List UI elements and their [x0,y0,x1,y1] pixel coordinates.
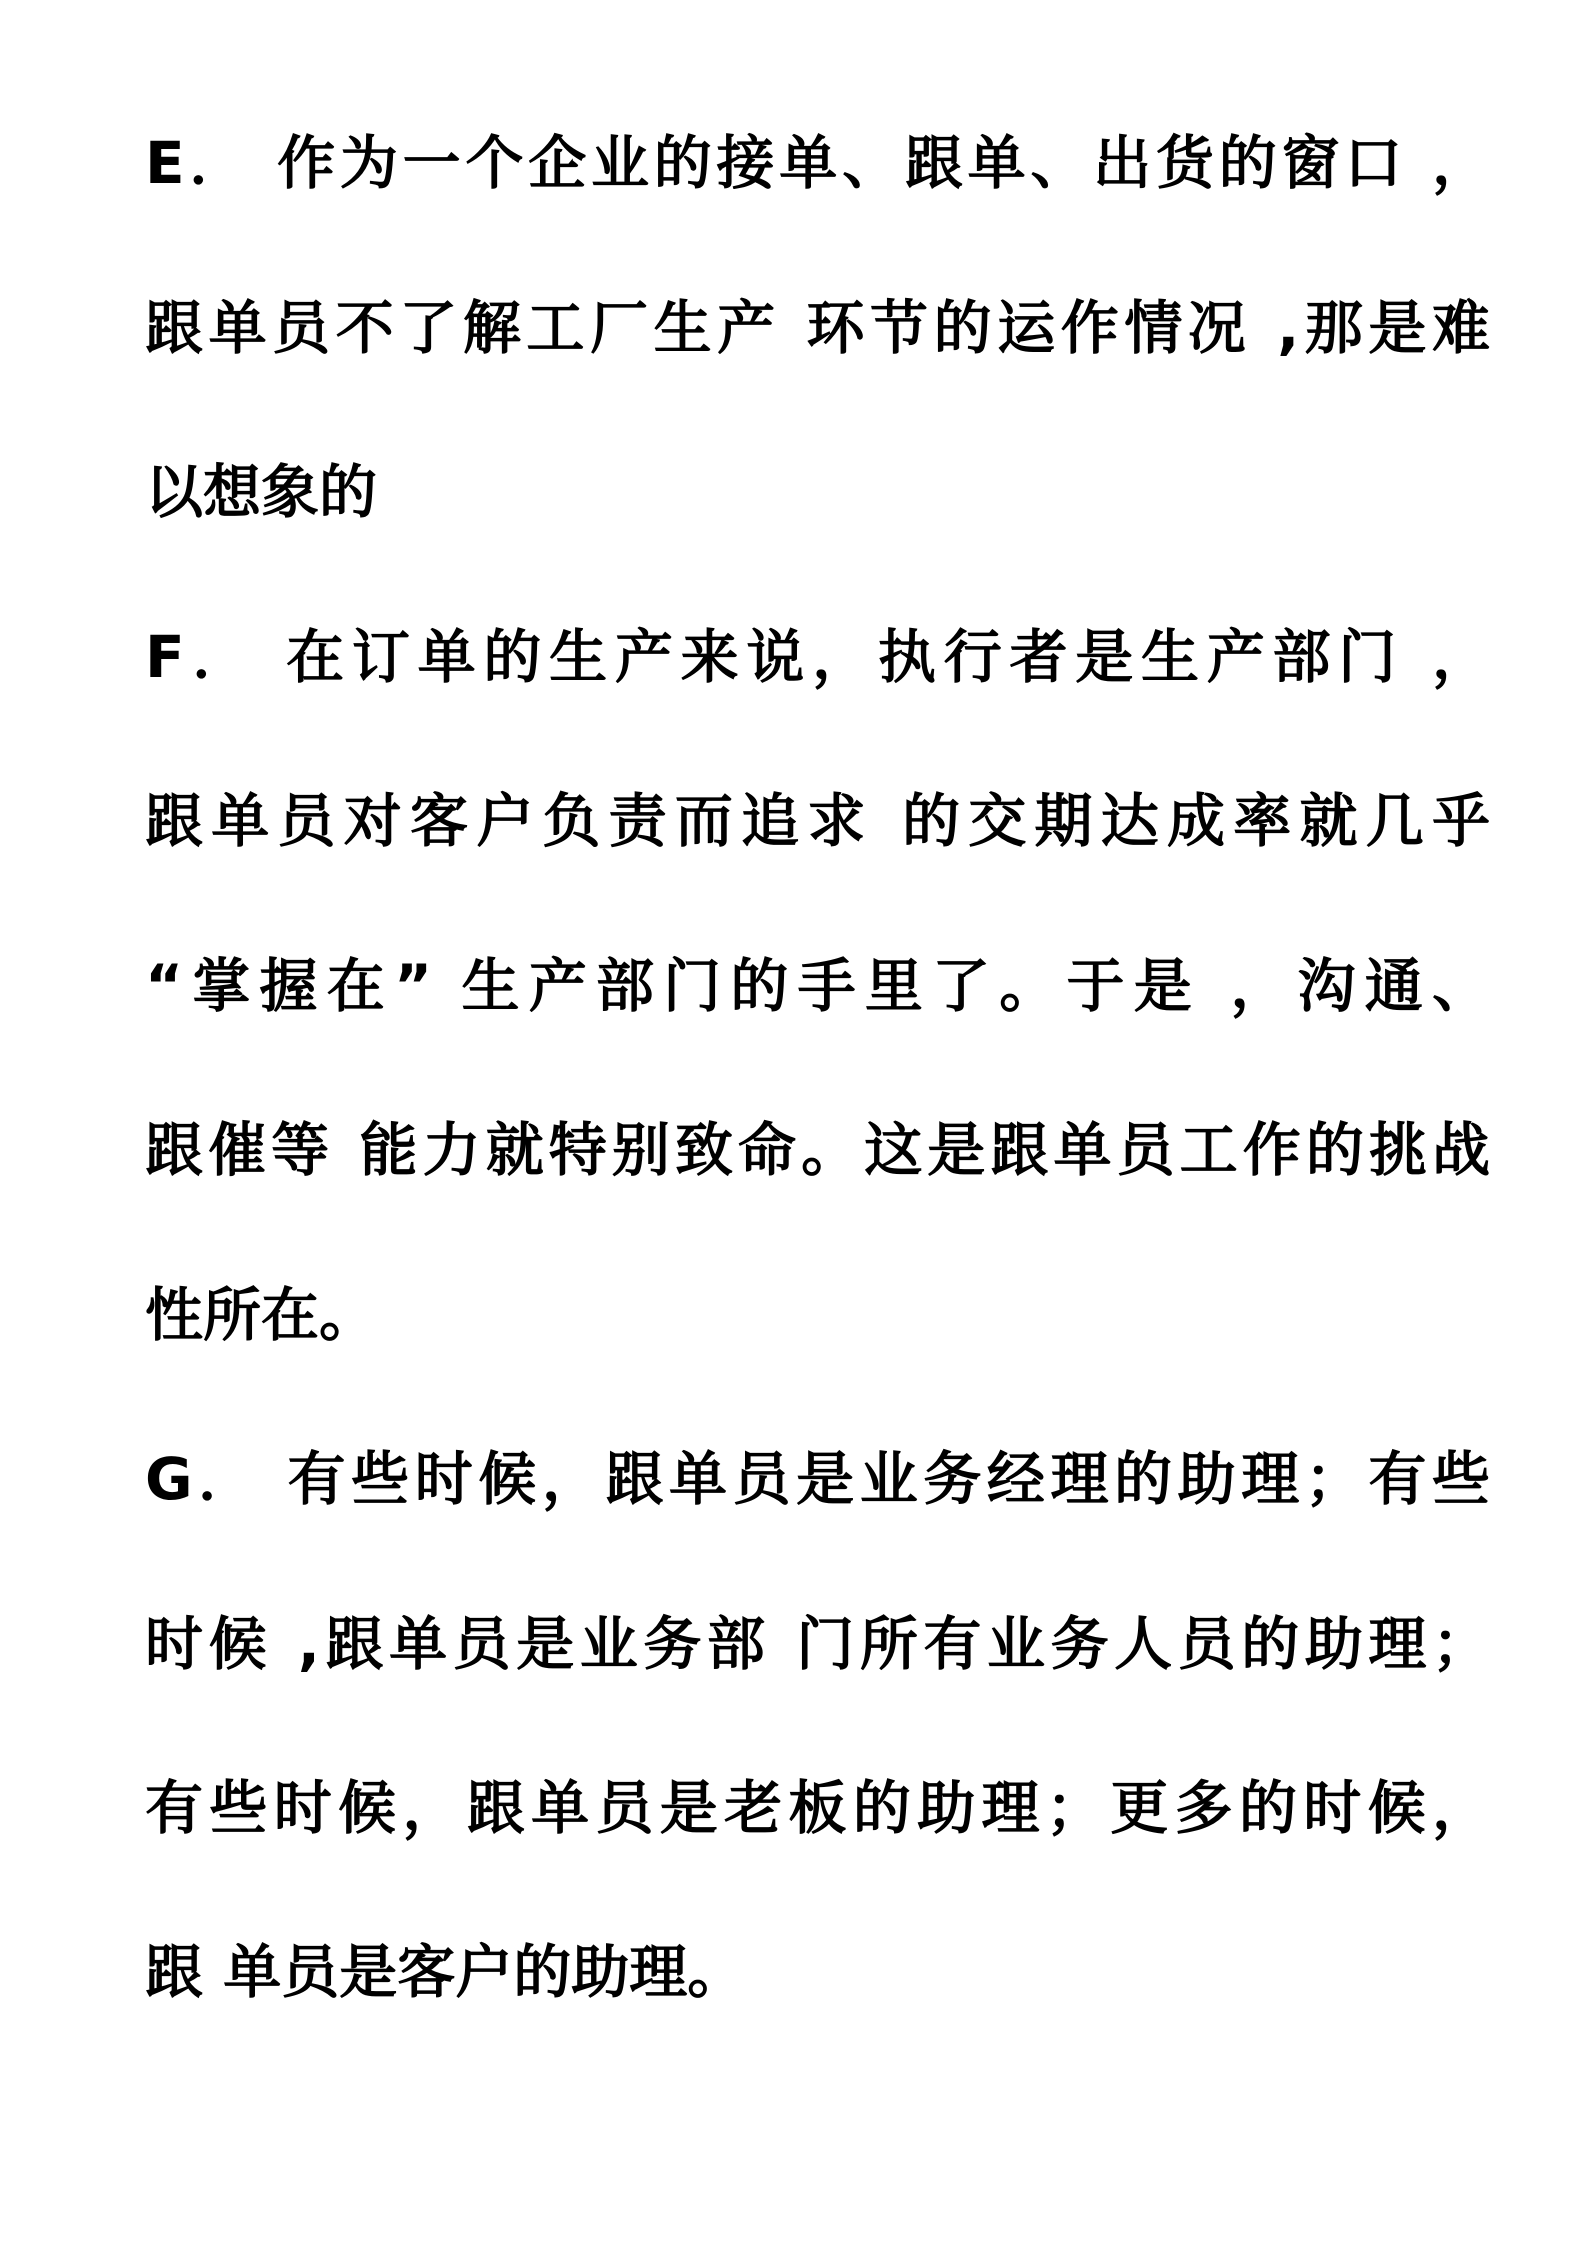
text-line: “掌握在” 生产部门的手里了。于是 ，沟通、 [145,952,1490,1020]
text-line: E． 作为一个企业的接单、跟单、出货的窗口 ， [145,129,1490,197]
text-line: F． 在订单的生产来说，执行者是生产部门 ， [145,623,1490,691]
text-line: 性所在。 [145,1281,378,1349]
text-line: G． 有些时候，跟单员是业务经理的助理；有些 [145,1445,1490,1513]
text-line: 跟催等 能力就特别致命。这是跟单员工作的挑战 [145,1116,1490,1184]
text-line: 以想象的 [145,458,378,526]
text-line: 跟单员对客户负责而追求 的交期达成率就几乎 [145,787,1490,855]
text-line: 时候 ,跟单员是业务部 门所有业务人员的助理； [145,1610,1490,1678]
text-line: 跟 单员是客户的助理。 [145,1938,746,2006]
text-line: 有些时候，跟单员是老板的助理；更多的时候， [145,1774,1490,1842]
text-line: 跟单员不了解工厂生产 环节的运作情况 ,那是难 [145,294,1490,362]
